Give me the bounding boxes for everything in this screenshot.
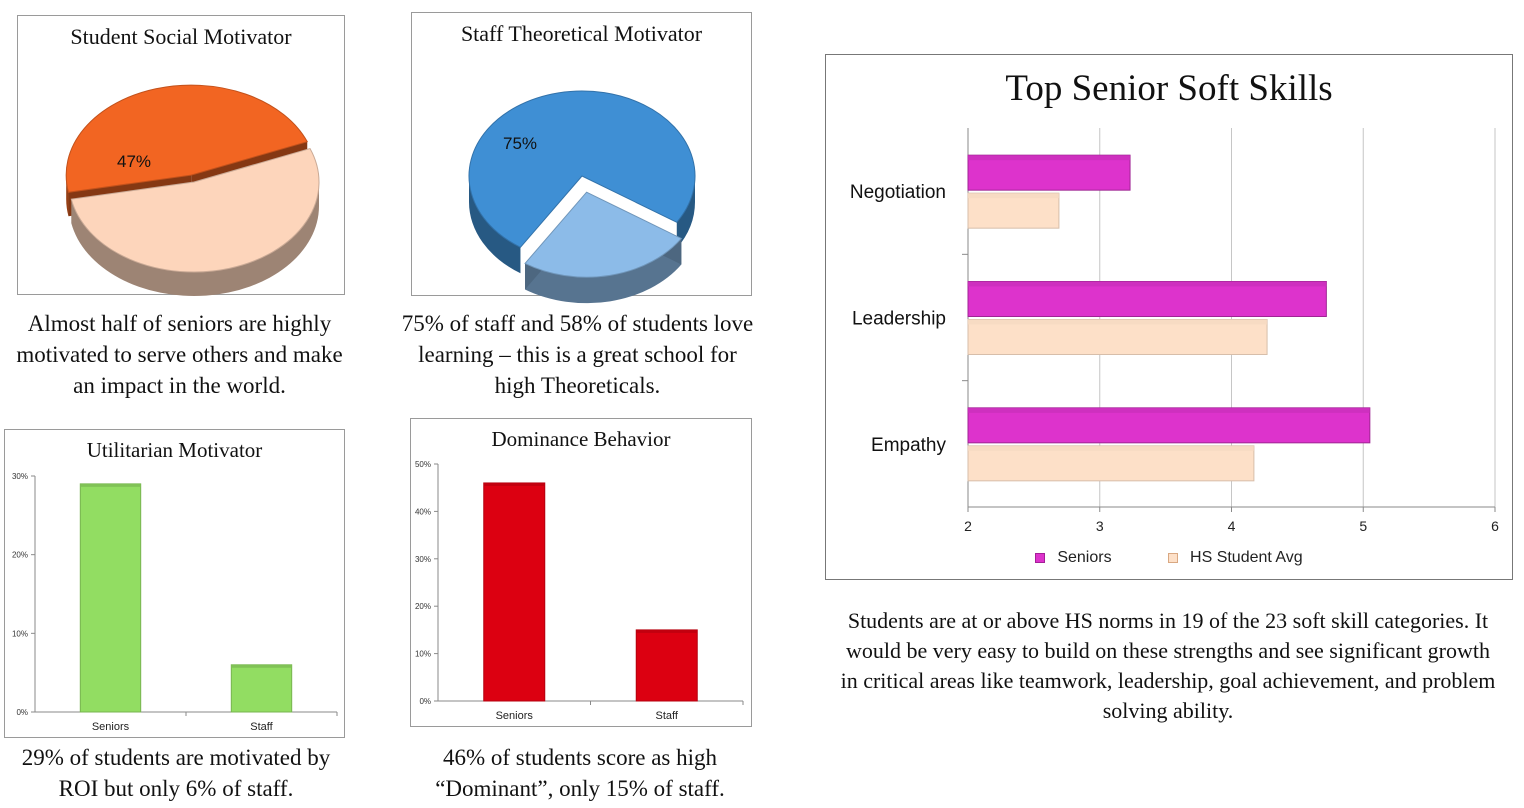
soft-skills-bar-highlight-leadership-0 bbox=[968, 282, 1326, 287]
soft-skills-x-tick-label: 4 bbox=[1227, 518, 1236, 534]
utilitarian-motivator-panel bbox=[4, 429, 345, 738]
dominance-bar-seniors bbox=[484, 483, 545, 701]
legend-swatch-hs-student-avg bbox=[1168, 553, 1178, 563]
dominance-y-tick-label: 0% bbox=[419, 697, 431, 706]
utilitarian-y-tick-label: 0% bbox=[16, 708, 28, 717]
soft-skills-category-label-negotiation: Negotiation bbox=[849, 182, 946, 204]
social-motivator-caption: Almost half of seniors are highly motivated to serve others and make an impact in the world. bbox=[16, 311, 343, 398]
utilitarian-y-tick-label: 10% bbox=[11, 629, 28, 639]
soft-skills-bar-leadership-seniors bbox=[968, 282, 1326, 317]
dominance-bar-staff bbox=[636, 630, 697, 701]
dominance-y-tick-label: 50% bbox=[414, 460, 431, 469]
utilitarian-motivator-caption: 29% of students are motivated by ROI but only 6% of staff. bbox=[21, 745, 331, 801]
soft-skills-bar-highlight-leadership-1 bbox=[968, 320, 1267, 325]
social-motivator-title: Student Social Motivator bbox=[70, 24, 292, 49]
soft-skills-panel bbox=[825, 54, 1513, 580]
theoretical-motivator-panel bbox=[411, 12, 752, 296]
utilitarian-bar-cap-seniors bbox=[80, 484, 140, 487]
soft-skills-category-label-leadership: Leadership bbox=[851, 308, 946, 330]
soft-skills-bar-highlight-empathy-1 bbox=[968, 446, 1254, 451]
utilitarian-motivator-title: Utilitarian Motivator bbox=[86, 438, 263, 462]
dominance-y-tick-label: 40% bbox=[414, 507, 431, 517]
soft-skills-bar-leadership-hs-student-avg bbox=[968, 320, 1267, 355]
social-pie-slice-label: 47% bbox=[116, 152, 152, 171]
soft-skills-bar-highlight-empathy-0 bbox=[968, 408, 1370, 413]
soft-skills-x-tick-label: 6 bbox=[1491, 518, 1499, 534]
theoretical-motivator-caption: 75% of staff and 58% of students love learning – this is a great school for high Theoreticals. bbox=[401, 311, 754, 398]
utilitarian-y-tick-label: 20% bbox=[11, 550, 28, 560]
soft-skills-title: Top Senior Soft Skills bbox=[1005, 68, 1333, 109]
dominance-behavior-bar-chart bbox=[411, 419, 753, 728]
utilitarian-bar-staff bbox=[231, 665, 291, 712]
legend-item-seniors bbox=[1035, 549, 1111, 567]
dominance-behavior-caption: 46% of students score as high “Dominant”, only 15% of staff. bbox=[435, 745, 725, 801]
legend-item-hs-student-avg bbox=[1168, 549, 1303, 567]
utilitarian-bar-seniors bbox=[80, 484, 140, 712]
soft-skills-bar-negotiation-seniors bbox=[968, 155, 1130, 190]
dominance-behavior-panel bbox=[410, 418, 752, 727]
soft-skills-category-label-empathy: Empathy bbox=[871, 434, 946, 456]
utilitarian-y-tick-label: 30% bbox=[11, 472, 28, 481]
dominance-behavior-title: Dominance Behavior bbox=[491, 427, 671, 451]
social-motivator-pie-chart bbox=[18, 16, 346, 296]
dominance-y-tick-label: 30% bbox=[414, 554, 431, 564]
soft-skills-x-tick-label: 5 bbox=[1359, 518, 1368, 534]
utilitarian-motivator-bar-chart bbox=[5, 430, 346, 739]
soft-skills-bar-chart bbox=[826, 55, 1514, 581]
soft-skills-bar-empathy-seniors bbox=[968, 408, 1370, 443]
legend-label-hs-student-avg: HS Student Avg bbox=[1190, 549, 1303, 566]
utilitarian-x-tick-label: Staff bbox=[250, 721, 273, 733]
utilitarian-bar-cap-staff bbox=[231, 665, 291, 668]
soft-skills-caption: Students are at or above HS norms in 19 of the 23 soft skill categories. It would be very easy to build on these strengths and see significant growth in critical areas like teamwork, leadership, goal achievement, and problem solving ability. bbox=[840, 608, 1496, 723]
soft-skills-bar-empathy-hs-student-avg bbox=[968, 446, 1254, 481]
dominance-y-tick-label: 10% bbox=[414, 649, 431, 659]
dominance-y-tick-label: 20% bbox=[414, 602, 431, 612]
theoretical-pie-slice-label: 75% bbox=[502, 134, 538, 153]
soft-skills-bar-highlight-negotiation-1 bbox=[968, 193, 1059, 198]
theoretical-motivator-pie-chart bbox=[412, 13, 753, 297]
theoretical-motivator-title: Staff Theoretical Motivator bbox=[460, 21, 703, 46]
dominance-x-tick-label: Seniors bbox=[495, 710, 533, 722]
dominance-bar-cap-seniors bbox=[484, 483, 545, 486]
soft-skills-legend bbox=[826, 549, 1512, 568]
legend-swatch-seniors bbox=[1035, 553, 1045, 563]
social-motivator-panel bbox=[17, 15, 345, 295]
dominance-bar-cap-staff bbox=[636, 630, 697, 633]
soft-skills-bar-highlight-negotiation-0 bbox=[968, 155, 1130, 160]
soft-skills-bar-negotiation-hs-student-avg bbox=[968, 193, 1059, 228]
dominance-x-tick-label: Staff bbox=[655, 710, 678, 722]
legend-label-seniors: Seniors bbox=[1057, 549, 1112, 566]
utilitarian-x-tick-label: Seniors bbox=[91, 721, 130, 733]
soft-skills-x-tick-label: 3 bbox=[1095, 518, 1104, 534]
soft-skills-x-tick-label: 2 bbox=[964, 518, 972, 534]
